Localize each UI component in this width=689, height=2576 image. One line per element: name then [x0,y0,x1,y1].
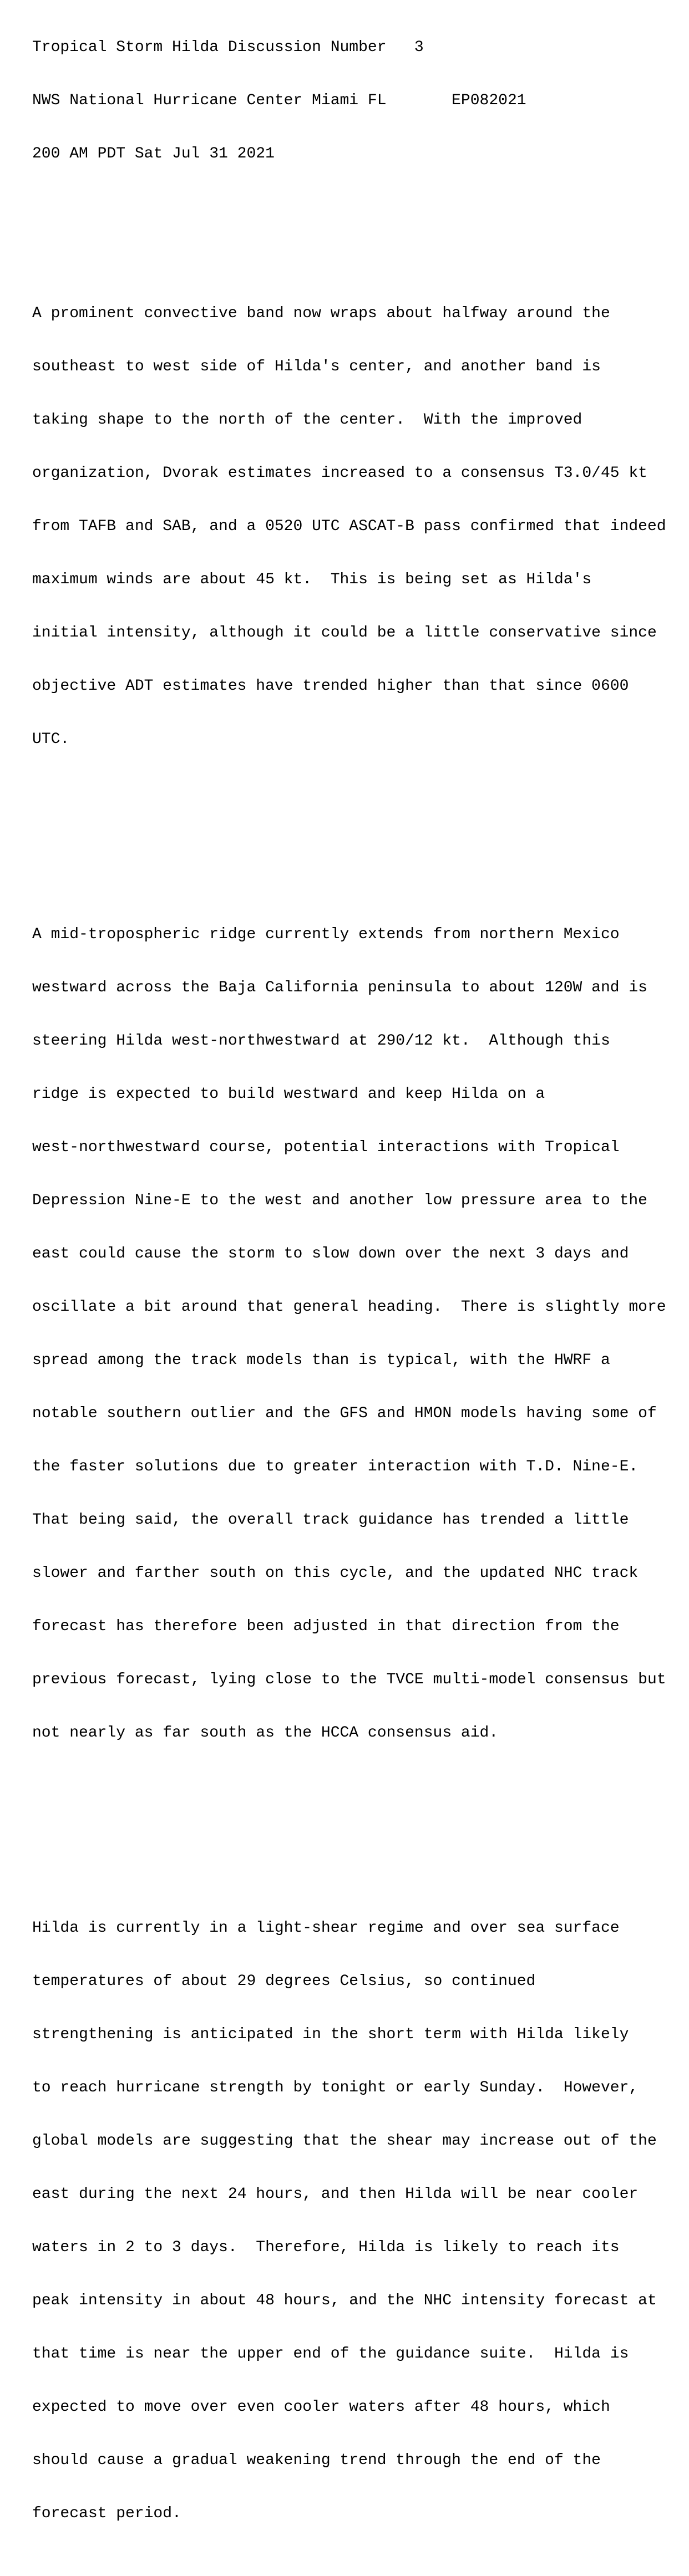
discussion-title: Tropical Storm Hilda Discussion Number 3 [32,39,424,56]
text-line: oscillate a bit around that general heading. There is slightly more [32,1299,666,1316]
text-line: forecast has therefore been adjusted in that direction from the [32,1618,620,1635]
text-line: taking shape to the north of the center. With the improved [32,411,582,429]
text-line: That being said, the overall track guidance has trended a little [32,1511,629,1529]
text-line: southeast to west side of Hilda's center, and another band is [32,358,601,375]
text-line: expected to move over even cooler waters after 48 hours, which [32,2399,610,2416]
text-line: Hilda is currently in a light-shear regime and over sea surface [32,1920,620,1937]
text-line: the faster solutions due to greater interaction with T.D. Nine-E. [32,1458,639,1475]
text-line: temperatures of about 29 degrees Celsius, so continued [32,1973,536,1990]
text-line: Depression Nine-E to the west and another low pressure area to the [32,1192,647,1209]
issuing-office: NWS National Hurricane Center Miami FL EP082021 [32,92,526,109]
text-line: east could cause the storm to slow down over the next 3 days and [32,1245,629,1262]
text-line: from TAFB and SAB, and a 0520 UTC ASCAT-B pass confirmed that indeed [32,518,666,535]
paragraph-initial-intensity [32,269,666,784]
issue-time: 200 AM PDT Sat Jul 31 2021 [32,145,275,162]
paragraph-spacer [32,819,666,837]
text-line: peak intensity in about 48 hours, and the NHC intensity forecast at [32,2292,657,2309]
paragraph-spacer [32,198,666,216]
text-line: A prominent convective band now wraps about halfway around the [32,305,610,322]
text-line: A mid-tropospheric ridge currently extends from northern Mexico [32,926,620,943]
text-line: previous forecast, lying close to the TVCE multi-model consensus but [32,1671,666,1688]
text-line: steering Hilda west-northwestward at 290/12 kt. Although this [32,1032,610,1050]
paragraph-track-forecast [32,890,666,1778]
text-line: strengthening is anticipated in the short term with Hilda likely [32,2026,629,2043]
discussion-text [32,3,666,2576]
text-line: UTC. [32,731,70,748]
text-line: waters in 2 to 3 days. Therefore, Hilda is likely to reach its [32,2239,620,2256]
text-line: global models are suggesting that the shear may increase out of the [32,2132,657,2150]
text-line: slower and farther south on this cycle, and the updated NHC track [32,1565,639,1582]
text-line: that time is near the upper end of the guidance suite. Hilda is [32,2345,629,2363]
text-line: organization, Dvorak estimates increased to a consensus T3.0/45 kt [32,465,647,482]
text-line: west-northwestward course, potential interactions with Tropical [32,1139,620,1156]
text-line: maximum winds are about 45 kt. This is being set as Hilda's [32,571,592,588]
text-line: notable southern outlier and the GFS and HMON models having some of [32,1405,657,1422]
text-line: spread among the track models than is typical, with the HWRF a [32,1352,610,1369]
paragraph-intensity-forecast [32,1884,666,2558]
text-line: not nearly as far south as the HCCA consensus aid. [32,1724,499,1742]
text-line: to reach hurricane strength by tonight or early Sunday. However, [32,2079,639,2096]
text-line: should cause a gradual weakening trend through the end of the [32,2452,601,2469]
text-line: east during the next 24 hours, and then Hilda will be near cooler [32,2186,639,2203]
text-line: ridge is expected to build westward and keep Hilda on a [32,1086,545,1103]
text-line: initial intensity, although it could be a little conservative since [32,624,657,642]
paragraph-spacer [32,1813,666,1831]
text-line: objective ADT estimates have trended higher than that since 0600 [32,678,629,695]
text-line: forecast period. [32,2505,181,2522]
text-line: westward across the Baja California peninsula to about 120W and is [32,979,647,996]
